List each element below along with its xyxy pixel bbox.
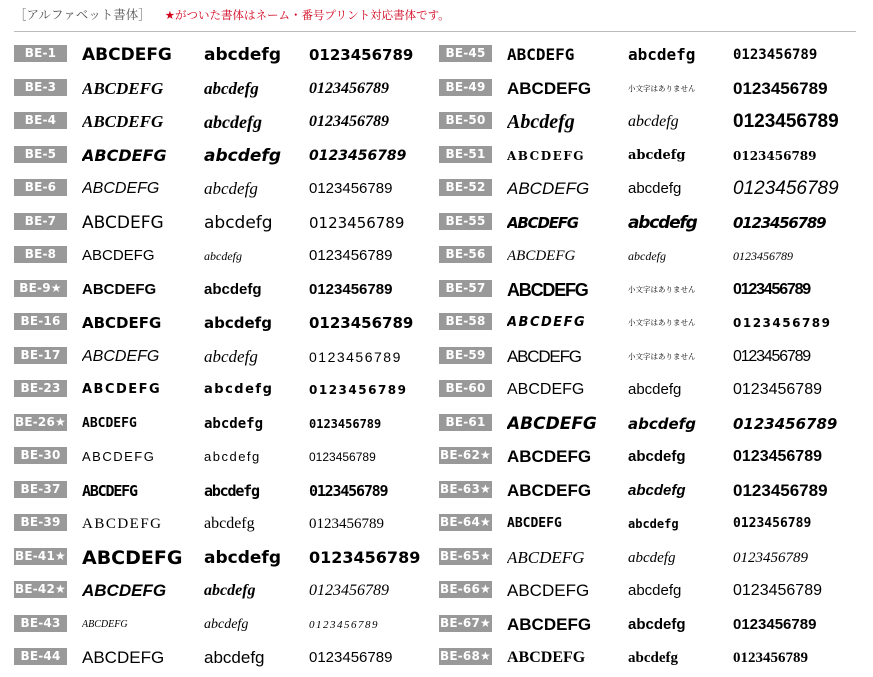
lowercase-sample: abcdefg	[204, 314, 272, 332]
font-code-badge: BE-67★	[440, 615, 491, 630]
lowercase-sample: abcdefg	[628, 517, 679, 531]
lowercase-sample: abcdefg	[204, 481, 259, 500]
digits-sample: 0123456789	[733, 448, 822, 465]
lowercase-sample: abcdefg	[204, 212, 273, 233]
lowercase-sample: abcdefg	[628, 249, 666, 263]
digits-sample: 0123456789	[309, 516, 384, 532]
uppercase-sample: ABCDEFG	[507, 248, 576, 264]
font-code-badge: BE-55	[439, 213, 492, 230]
digits-sample: 0123456789	[733, 47, 818, 63]
uppercase-sample: ABCDEFG	[507, 614, 592, 634]
font-code-badge: BE-49	[439, 79, 492, 96]
uppercase-sample: ABCDEFG	[82, 347, 160, 365]
uppercase-sample: ABCDEFG	[82, 618, 128, 630]
font-row	[14, 473, 856, 507]
page-header	[14, 6, 450, 24]
lowercase-sample: abcdefg	[204, 249, 242, 263]
uppercase-sample: ABCDEFG	[82, 546, 183, 569]
digits-sample: 0123456789	[309, 618, 379, 631]
uppercase-sample: ABCDEFG	[507, 78, 592, 98]
uppercase-sample: ABCDEFG	[82, 516, 163, 532]
font-row	[14, 138, 856, 172]
font-row	[14, 272, 856, 306]
uppercase-sample: ABCDEFG	[507, 346, 581, 366]
font-row	[14, 37, 856, 71]
digits-sample: 0123456789	[309, 280, 393, 298]
lowercase-sample: abcdefg	[204, 616, 249, 632]
uppercase-sample: ABCDEFG	[82, 145, 167, 165]
digits-sample: 0123456789	[309, 180, 393, 197]
font-code-badge: BE-52	[439, 179, 492, 196]
lowercase-sample: abcdefg	[204, 280, 262, 298]
digits-sample: 0123456789	[733, 381, 822, 398]
font-code-badge: BE-43	[14, 615, 67, 632]
lowercase-sample: abcdefg	[204, 582, 256, 599]
uppercase-sample: ABCDEFG	[507, 315, 587, 330]
digits-sample: 0123456789	[309, 582, 389, 599]
digits-sample: 0123456789	[309, 450, 376, 464]
uppercase-sample: ABCDEFG	[507, 179, 590, 198]
font-row	[14, 104, 856, 138]
lowercase-sample: 小文字はありません	[628, 83, 696, 93]
font-row	[14, 506, 856, 540]
font-row	[14, 607, 856, 641]
font-code-badge: BE-1	[14, 45, 67, 62]
font-code-badge: BE-9★	[14, 280, 67, 297]
font-code-badge: BE-65★	[440, 548, 491, 563]
font-code-badge: BE-64★	[440, 515, 491, 529]
font-code-badge: BE-8	[14, 246, 67, 263]
lowercase-sample: 小文字はありません	[628, 284, 696, 294]
font-code-badge: BE-37	[14, 481, 67, 498]
lowercase-sample: abcdefg	[628, 113, 679, 130]
digits-sample: 0123456789	[309, 649, 393, 666]
font-code-badge: BE-6	[14, 179, 67, 196]
digits-sample: 0123456789	[733, 111, 839, 132]
digits-sample: 0123456789	[733, 414, 838, 433]
digits-sample: 0123456789	[309, 383, 408, 397]
lowercase-sample: abcdefg	[204, 78, 259, 98]
font-row	[14, 439, 856, 473]
font-row	[14, 305, 856, 339]
font-code-badge: BE-17	[14, 347, 67, 364]
digits-sample: 0123456789	[733, 178, 839, 199]
font-row	[14, 540, 856, 574]
digits-sample: 0123456789	[733, 78, 828, 98]
font-code-badge: BE-30	[14, 447, 67, 464]
font-code-badge: BE-41★	[15, 548, 66, 563]
font-row	[14, 171, 856, 205]
uppercase-sample: ABCDEFG	[507, 447, 592, 466]
digits-sample: 0123456789	[733, 347, 810, 365]
digits-sample: 0123456789	[309, 147, 407, 164]
uppercase-sample: ABCDEFG	[507, 547, 585, 567]
font-code-badge: BE-62★	[440, 448, 491, 462]
uppercase-sample: ABCDEFG	[82, 280, 157, 298]
digits-sample: 0123456789	[733, 650, 808, 666]
digits-sample: 0123456789	[309, 46, 414, 64]
uppercase-sample: ABCDEFG	[82, 45, 172, 65]
lowercase-sample: abcdefg	[204, 547, 281, 568]
uppercase-sample: ABCDEFG	[507, 649, 586, 666]
digits-sample: 0123456789	[733, 316, 832, 330]
star-note: ★がついた書体はネーム・番号プリント対応書体です。	[164, 8, 450, 22]
font-code-badge: BE-7	[14, 213, 67, 230]
uppercase-sample: ABCDEFG	[82, 247, 155, 264]
uppercase-sample: ABCDEFG	[82, 112, 164, 131]
lowercase-sample: abcdefg	[628, 582, 682, 599]
lowercase-sample: abcdefg	[628, 212, 697, 233]
font-code-badge: BE-68★	[440, 649, 491, 663]
font-code-badge: BE-26★	[15, 414, 66, 429]
digits-sample: 0123456789	[309, 314, 414, 332]
font-row	[14, 573, 856, 607]
lowercase-sample: abcdefg	[628, 381, 682, 398]
uppercase-sample: ABCDEFG	[82, 382, 162, 397]
uppercase-sample: ABCDEFG	[82, 581, 167, 600]
uppercase-sample: ABCDEFG	[82, 449, 156, 464]
uppercase-sample: ABCDEFG	[507, 480, 592, 500]
uppercase-sample: ABCDEFG	[507, 581, 590, 600]
uppercase-sample: ABCDEFG	[507, 413, 597, 434]
digits-sample: 0123456789	[733, 549, 808, 566]
lowercase-sample: abcdefg	[628, 180, 682, 197]
font-code-badge: BE-51	[439, 146, 492, 163]
digits-sample: 0123456789	[309, 547, 421, 567]
lowercase-sample: abcdefg	[628, 481, 686, 499]
digits-sample: 0123456789	[733, 213, 826, 232]
digits-sample: 0123456789	[309, 113, 389, 130]
font-sample-list	[14, 37, 856, 674]
lowercase-sample: abcdefg	[628, 650, 678, 666]
uppercase-sample: ABCDEFG	[82, 180, 160, 197]
uppercase-sample: ABCDEFG	[82, 78, 164, 98]
lowercase-sample: abcdefg	[204, 112, 262, 132]
uppercase-sample: ABCDEFG	[507, 213, 578, 232]
uppercase-sample: ABCDEFG	[82, 415, 137, 431]
font-code-badge: BE-23	[14, 380, 67, 397]
font-code-badge: BE-39	[14, 514, 67, 531]
digits-sample: 0123456789	[309, 416, 382, 431]
section-title: ［アルファベット書体］	[14, 7, 151, 22]
digits-sample: 0123456789	[733, 280, 810, 298]
uppercase-sample: ABCDEFG	[82, 314, 162, 332]
lowercase-sample: abcdefg	[628, 414, 696, 433]
font-code-badge: BE-56	[439, 246, 492, 263]
lowercase-sample: abcdefg	[628, 549, 676, 566]
divider	[14, 31, 856, 32]
uppercase-sample: ABCDEFG	[507, 516, 562, 531]
uppercase-sample: ABCDEFG	[82, 648, 165, 667]
digits-sample: 0123456789	[309, 213, 405, 232]
lowercase-sample: abcdefg	[628, 45, 696, 64]
font-code-badge: BE-4	[14, 112, 67, 129]
lowercase-sample: abcdefg	[204, 415, 264, 432]
font-row	[14, 372, 856, 406]
digits-sample: 0123456789	[733, 249, 793, 263]
digits-sample: 0123456789	[733, 148, 817, 163]
font-code-badge: BE-59	[439, 347, 492, 364]
font-code-badge: BE-63★	[440, 481, 491, 496]
digits-sample: 0123456789	[309, 481, 388, 500]
uppercase-sample: ABCDEFG	[507, 381, 585, 398]
digits-sample: 0123456789	[733, 480, 828, 500]
lowercase-sample: abcdefg	[628, 615, 686, 633]
digits-sample: 0123456789	[733, 615, 817, 633]
digits-sample: 0123456789	[309, 348, 402, 365]
lowercase-sample: abcdefg	[204, 145, 281, 166]
font-row	[14, 71, 856, 105]
lowercase-sample: abcdefg	[204, 515, 255, 532]
lowercase-sample: 小文字はありません	[628, 351, 696, 361]
font-code-badge: BE-5	[14, 146, 67, 163]
font-code-badge: BE-61	[439, 414, 492, 431]
font-code-badge: BE-3	[14, 79, 67, 96]
font-code-badge: BE-45	[439, 45, 492, 62]
font-code-badge: BE-50	[439, 112, 492, 129]
uppercase-sample: ABCDEFG	[507, 148, 586, 163]
uppercase-sample: ABCDEFG	[82, 212, 164, 233]
font-row	[14, 238, 856, 272]
lowercase-sample: abcdefg	[204, 179, 258, 198]
font-row	[14, 406, 856, 440]
lowercase-sample: abcdefg	[204, 648, 265, 667]
font-code-badge: BE-60	[439, 380, 492, 397]
uppercase-sample: ABCDEFG	[507, 45, 575, 64]
lowercase-sample: abcdefg	[204, 346, 258, 366]
lowercase-sample: abcdefg	[204, 449, 261, 464]
lowercase-sample: abcdefg	[204, 45, 281, 65]
digits-sample: 0123456789	[309, 247, 393, 264]
lowercase-sample: 小文字はありません	[628, 318, 696, 327]
uppercase-sample: ABCDEFG	[507, 279, 588, 300]
font-code-badge: BE-57	[439, 280, 492, 297]
font-code-badge: BE-58	[439, 313, 492, 330]
digits-sample: 0123456789	[309, 79, 389, 97]
font-row	[14, 205, 856, 239]
font-row	[14, 640, 856, 674]
uppercase-sample: ABCDEFG	[82, 481, 137, 500]
font-code-badge: BE-42★	[15, 582, 66, 596]
lowercase-sample: abcdefg	[628, 448, 686, 465]
font-code-badge: BE-66★	[440, 582, 491, 596]
font-code-badge: BE-44	[14, 648, 67, 665]
digits-sample: 0123456789	[733, 516, 812, 531]
lowercase-sample: abcdefg	[204, 382, 274, 397]
uppercase-sample: Abcdefg	[507, 111, 575, 133]
lowercase-sample: abcdefg	[628, 147, 686, 163]
font-row	[14, 339, 856, 373]
font-code-badge: BE-16	[14, 313, 67, 330]
digits-sample: 0123456789	[733, 582, 822, 599]
